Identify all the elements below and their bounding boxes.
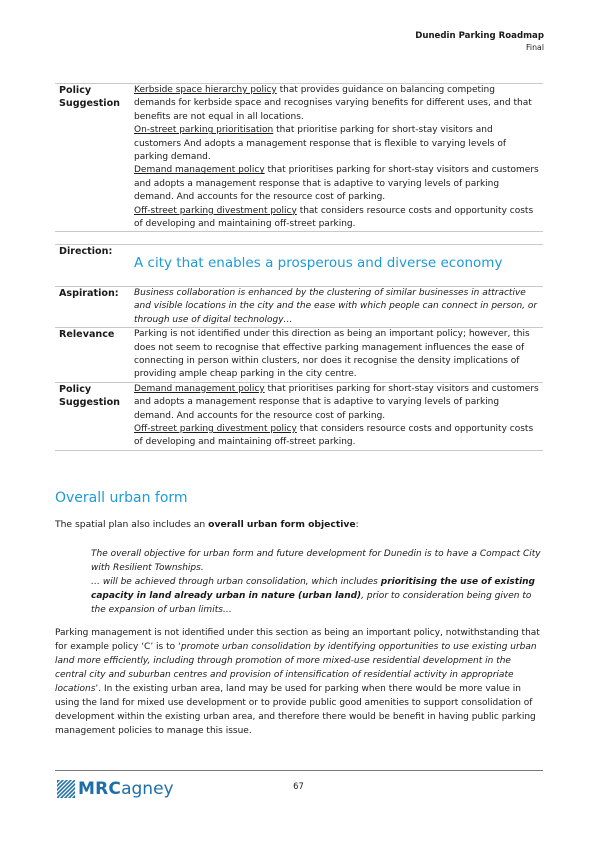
policy-suggestion-row <box>55 84 543 231</box>
relevance-text: Parking is not identified under this direction as being an important policy; however, this does not seem to recognise that effective parking management influences the ease of connecting in person within clusters, nor does it recognise the density implications of providing ample cheap parking in the city centre. <box>134 329 530 380</box>
aspiration-label: Aspiration: <box>59 288 119 299</box>
policy-list <box>134 84 543 231</box>
logo-text: agney <box>121 779 174 799</box>
relevance-row <box>55 327 543 382</box>
policy-link[interactable]: On-street parking prioritisation <box>134 125 274 136</box>
document-title: Dunedin Parking Roadmap <box>415 31 544 41</box>
section-intro: The spatial plan also includes an overall urban form objective: <box>55 519 359 530</box>
policy-item: Kerbside space hierarchy policy that provides guidance on balancing competing demands for kerbside space and recognises varying benefits for different uses, and that benefits are not equal in all locations. <box>134 85 532 122</box>
policy-link[interactable]: Demand management policy <box>134 165 265 176</box>
block-quote <box>91 547 543 617</box>
body-paragraph: Parking management is not identified under this section as being an important policy, notwithstanding that for example policy ‘C’ is to ‘promote urban consolidation by identifying opportunities to use existing urban land more efficiently, including through promotion of more mixed-use residential development in the central city and suburban centres and provision of intensification of residential activity in appropriate locations’. In the existing urban area, land may be used for parking when there would be more value in using the land for mixed use development or to provide public good amenities to support consolidation of development within the existing urban area, and therefore there would be benefit in having public parking management policies to manage this issue. <box>55 628 540 736</box>
aspiration-row <box>55 286 543 327</box>
footer-divider <box>55 770 543 771</box>
policy-item: Demand management policy that prioritises parking for short-stay visitors and customers and adopts a management response that is adaptive to varying levels of parking demand. And accounts for the resource cost of parking. <box>134 383 539 421</box>
document-status: Final <box>526 43 544 52</box>
policy-suggestion-row <box>55 382 543 450</box>
logo-text-bold: MRC <box>78 779 122 799</box>
direction-title: A city that enables a prosperous and diverse economy <box>134 255 503 271</box>
direction-label: Direction: <box>59 246 113 257</box>
policy-suggestion-table <box>55 83 543 232</box>
direction-row <box>55 245 543 286</box>
policy-item: Demand management policy that prioritises parking for short-stay visitors and customers and adopts a management response that is adaptive to varying levels of parking demand. And accounts for the resource cost of parking. <box>134 165 539 203</box>
policy-link[interactable]: Kerbside space hierarchy policy <box>134 85 277 95</box>
policy-list <box>134 383 543 450</box>
page-number: 67 <box>293 781 304 791</box>
quote-line: The overall objective for urban form and future development for Dunedin is to have a Compact City with Resilient Townships. <box>91 549 541 573</box>
row-label: Policy Suggestion <box>59 383 120 409</box>
aspiration-text: Business collaboration is enhanced by the clustering of similar businesses in attractive and visible locations in the city and the ease with which people can connect in person, or through use of digital technology… <box>134 288 538 325</box>
policy-link[interactable]: Demand management policy <box>134 383 265 394</box>
direction-table <box>55 244 543 451</box>
quote-line: … will be achieved through urban consolidation, which includes prioritising the use of existing capacity in land already urban in nature (urban land), prior to consideration being given to the expansion of urban limits… <box>91 577 536 615</box>
policy-link[interactable]: Off-street parking divestment policy <box>134 424 297 435</box>
page-header <box>415 30 544 53</box>
policy-item: On-street parking prioritisation that prioritise parking for short-stay visitors and customers And adopts a management response that is flexible to varying levels of parking demand. <box>134 125 506 163</box>
row-label: Policy Suggestion <box>59 85 120 110</box>
relevance-label: Relevance <box>59 329 115 341</box>
policy-link[interactable]: Off-street parking divestment policy <box>134 205 297 216</box>
policy-item: Off-street parking divestment policy that considers resource costs and opportunity costs of developing and maintaining off-street parking. <box>134 424 534 448</box>
policy-item: Off-street parking divestment policy that considers resource costs and opportunity costs of developing and maintaining off-street parking. <box>134 205 534 230</box>
section-heading: Overall urban form <box>55 490 188 506</box>
